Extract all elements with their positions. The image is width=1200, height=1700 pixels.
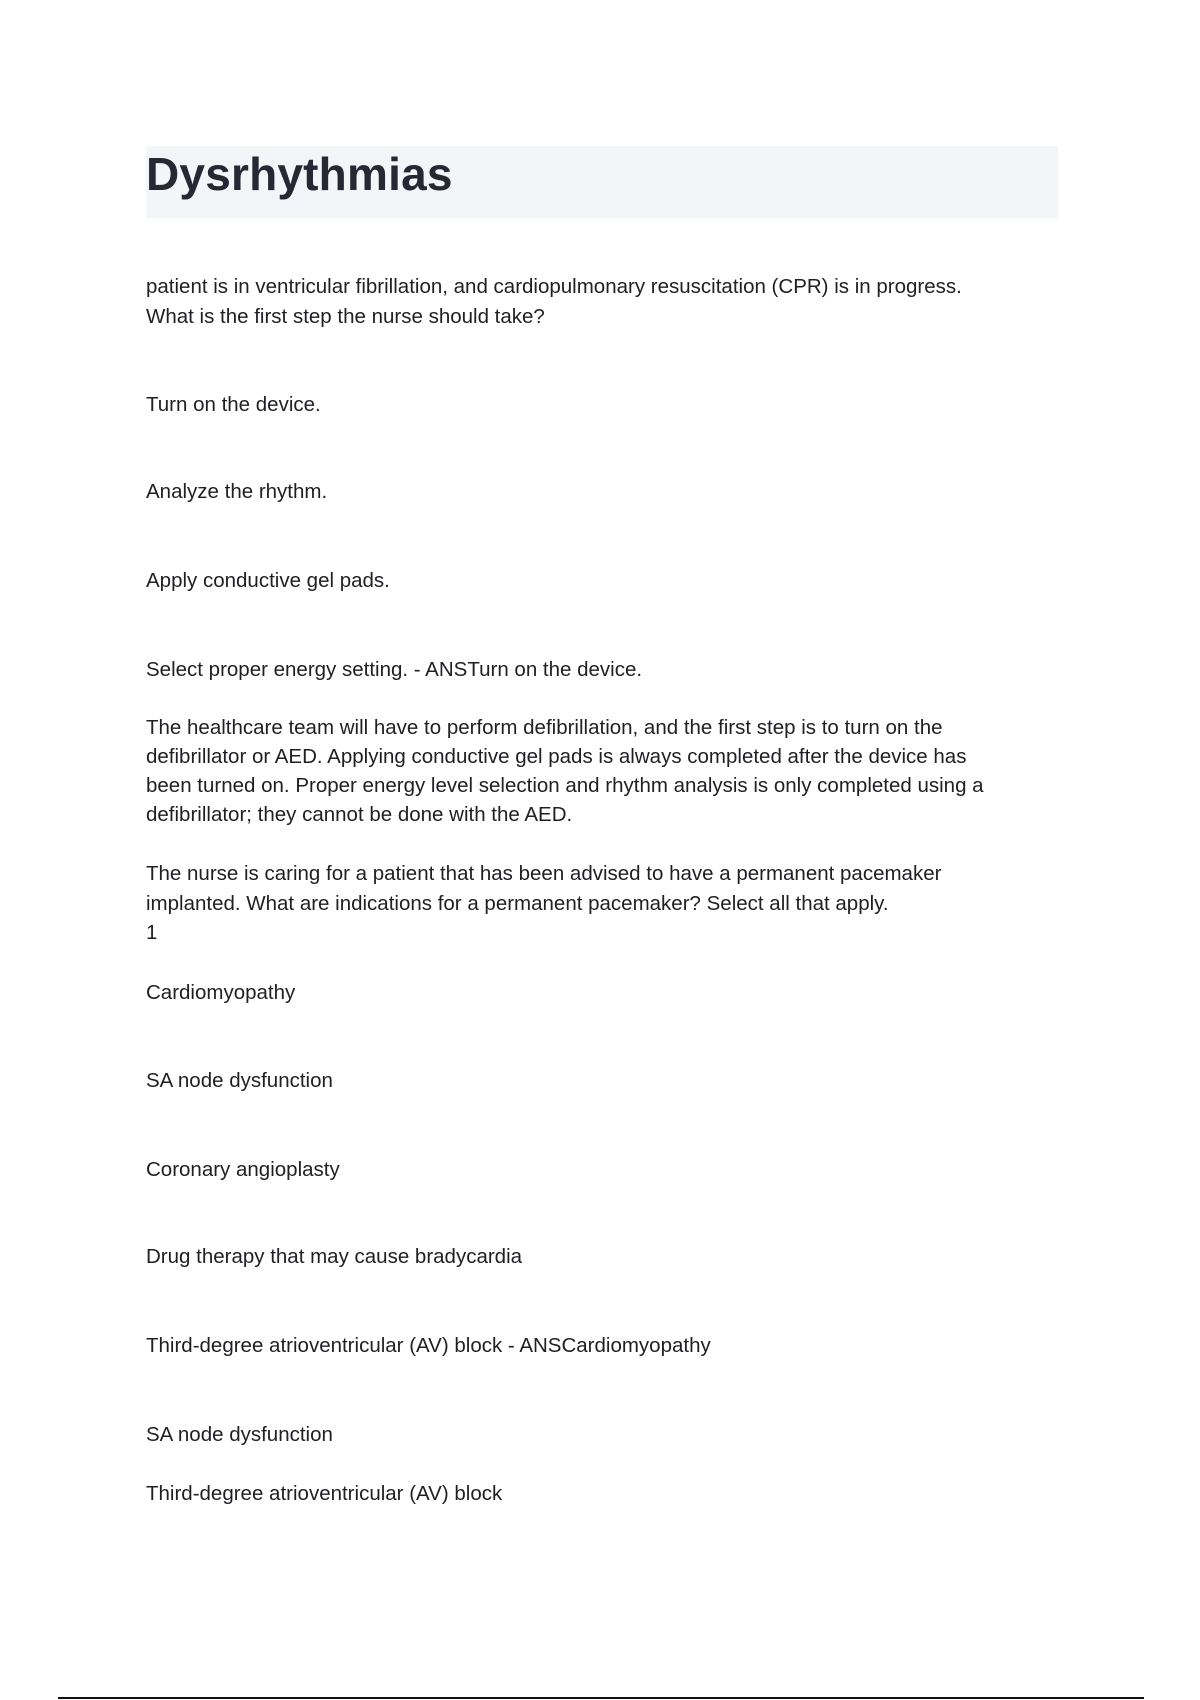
page-title: Dysrhythmias: [146, 148, 453, 200]
q2-question-line-1: The nurse is caring for a patient that has been advised to have a permanent pacemaker: [146, 862, 942, 885]
q2-number: 1: [146, 921, 158, 944]
q2-question-line-2: implanted. What are indications for a permanent pacemaker? Select all that apply.: [146, 892, 889, 915]
q1-option-2: Analyze the rhythm.: [146, 480, 328, 503]
q1-rationale-line-2: defibrillator or AED. Applying conductive gel pads is always completed after the device has: [146, 745, 967, 768]
q2-option-2: SA node dysfunction: [146, 1069, 333, 1092]
q2-answer-1: SA node dysfunction: [146, 1423, 333, 1446]
q2-answer-2: Third-degree atrioventricular (AV) block: [146, 1482, 503, 1505]
q2-option-5-answer: Third-degree atrioventricular (AV) block - ANSCardiomyopathy: [146, 1334, 711, 1357]
q2-option-3: Coronary angioplasty: [146, 1158, 340, 1181]
q1-question-line-2: What is the first step the nurse should take?: [146, 305, 545, 328]
q1-option-1: Turn on the device.: [146, 393, 321, 416]
q1-rationale-line-1: The healthcare team will have to perform defibrillation, and the first step is to turn on the: [146, 716, 943, 739]
q1-rationale-line-4: defibrillator; they cannot be done with the AED.: [146, 803, 573, 826]
q2-option-1: Cardiomyopathy: [146, 981, 296, 1004]
q2-option-4: Drug therapy that may cause bradycardia: [146, 1245, 523, 1268]
q1-option-3: Apply conductive gel pads.: [146, 569, 390, 592]
q1-rationale-line-3: been turned on. Proper energy level selection and rhythm analysis is only completed using a: [146, 774, 984, 797]
q1-option-4-answer: Select proper energy setting. - ANSTurn on the device.: [146, 658, 643, 681]
footer-rule: [58, 1697, 1144, 1699]
q1-question-line-1: patient is in ventricular fibrillation, and cardiopulmonary resuscitation (CPR) is in progress.: [146, 275, 962, 298]
